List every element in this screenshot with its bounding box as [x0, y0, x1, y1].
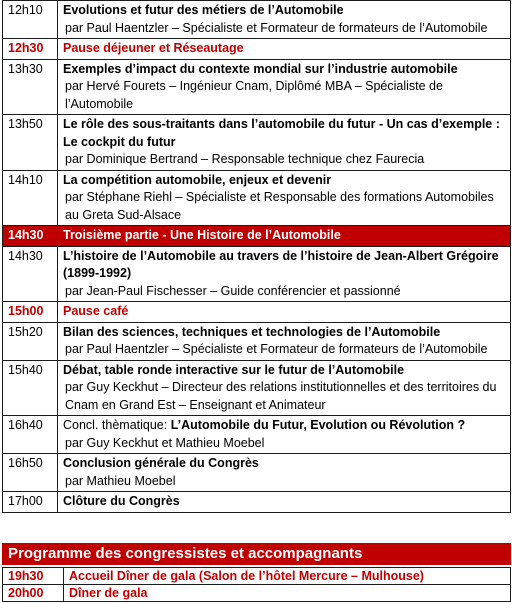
session-title: Bilan des sciences, techniques et technologies de l’Automobile — [63, 324, 441, 339]
session-time: 12h10 — [3, 1, 58, 39]
session-time: 15h00 — [3, 302, 58, 323]
session-row — [3, 492, 511, 513]
session-row — [3, 322, 511, 360]
session-speaker: par Mathieu Moebel — [65, 473, 176, 488]
session-time: 17h00 — [3, 492, 58, 513]
session-row — [3, 416, 511, 454]
evening-time: 19h30 — [3, 568, 64, 585]
session-speaker: par Dominique Bertrand – Responsable technique chez Faurecia — [65, 152, 425, 166]
session-content — [58, 1, 511, 39]
section-row — [3, 226, 511, 247]
evening-time: 20h00 — [3, 585, 64, 602]
session-content — [58, 59, 511, 115]
evening-table — [2, 567, 511, 602]
session-content: Pause café — [58, 302, 511, 323]
session-row — [3, 360, 511, 416]
session-title: Exemples d’impact du contexte mondial sur l’industrie automobile — [63, 61, 458, 76]
session-content — [58, 322, 511, 360]
session-speaker: par Hervé Fourets – Ingénieur Cnam, Diplômé MBA – Spécialiste de l’Automobile — [65, 79, 443, 111]
session-time: 13h50 — [3, 115, 58, 171]
session-content — [58, 454, 511, 492]
session-title: Le rôle des sous-traitants dans l’automobile du futur - Un cas d’exemple : Le cockpit du futur — [63, 117, 500, 149]
session-title: Clôture du Congrès — [63, 494, 180, 508]
session-content: Troisième partie - Une Histoire de l’Automobile — [58, 226, 511, 247]
session-content — [58, 115, 511, 171]
session-speaker: par Paul Haentzler – Spécialiste et Formateur de formateurs de l’Automobile — [65, 20, 488, 35]
session-time: 14h10 — [3, 170, 58, 226]
session-time: 15h40 — [3, 360, 58, 416]
session-content — [58, 360, 511, 416]
evening-row — [3, 585, 511, 602]
session-time: 14h30 — [3, 246, 58, 302]
programme-table — [2, 0, 511, 513]
session-speaker: par Jean-Paul Fischesser – Guide conférencier et passionné — [65, 283, 401, 298]
session-title: Débat, table ronde interactive sur le futur de l’Automobile — [63, 362, 405, 377]
session-time: 14h30 — [3, 226, 58, 247]
session-row — [3, 59, 511, 115]
session-content: Pause déjeuner et Réseautage — [58, 39, 511, 60]
session-time: 16h40 — [3, 416, 58, 454]
evening-row — [3, 568, 511, 585]
session-speaker: par Stéphane Riehl – Spécialiste et Responsable des formations Automobiles au Greta Sud-Alsace — [65, 190, 494, 222]
session-title: Conclusion générale du Congrès — [63, 456, 259, 470]
session-speaker: par Paul Haentzler – Spécialiste et Formateur de formateurs de l’Automobile — [65, 342, 488, 356]
session-time: 13h30 — [3, 59, 58, 115]
session-row — [3, 170, 511, 226]
session-prefix: Concl. thèmatique: — [63, 418, 171, 432]
session-title: L’histoire de l’Automobile au travers de l’histoire de Jean-Albert Grégoire (1899-1992) — [63, 248, 499, 280]
session-speaker: par Guy Keckhut – Directeur des relations institutionnelles et des territoires du Cnam en Grand Est – Enseignant et Animateur — [65, 380, 497, 412]
pause-row — [3, 39, 511, 60]
session-time: 15h20 — [3, 322, 58, 360]
session-row — [3, 454, 511, 492]
accompagnants-banner: Programme des congressistes et accompagnants — [2, 543, 511, 565]
session-speaker: par Guy Keckhut et Mathieu Moebel — [65, 435, 265, 450]
session-content — [58, 170, 511, 226]
evening-text: Dîner de gala — [64, 585, 511, 602]
session-content — [58, 246, 511, 302]
session-content — [58, 492, 511, 513]
session-title: L’Automobile du Futur, Evolution ou Révolution ? — [170, 418, 466, 432]
session-time: 16h50 — [3, 454, 58, 492]
session-time: 12h30 — [3, 39, 58, 60]
session-title: Evolutions et futur des métiers de l’Automobile — [63, 3, 344, 17]
session-row — [3, 115, 511, 171]
session-row — [3, 1, 511, 39]
pause-row — [3, 302, 511, 323]
session-content — [58, 416, 511, 454]
evening-text: Accueil Dîner de gala (Salon de l’hôtel Mercure – Mulhouse) — [64, 568, 511, 585]
session-title: La compétition automobile, enjeux et devenir — [63, 172, 332, 187]
session-row — [3, 246, 511, 302]
